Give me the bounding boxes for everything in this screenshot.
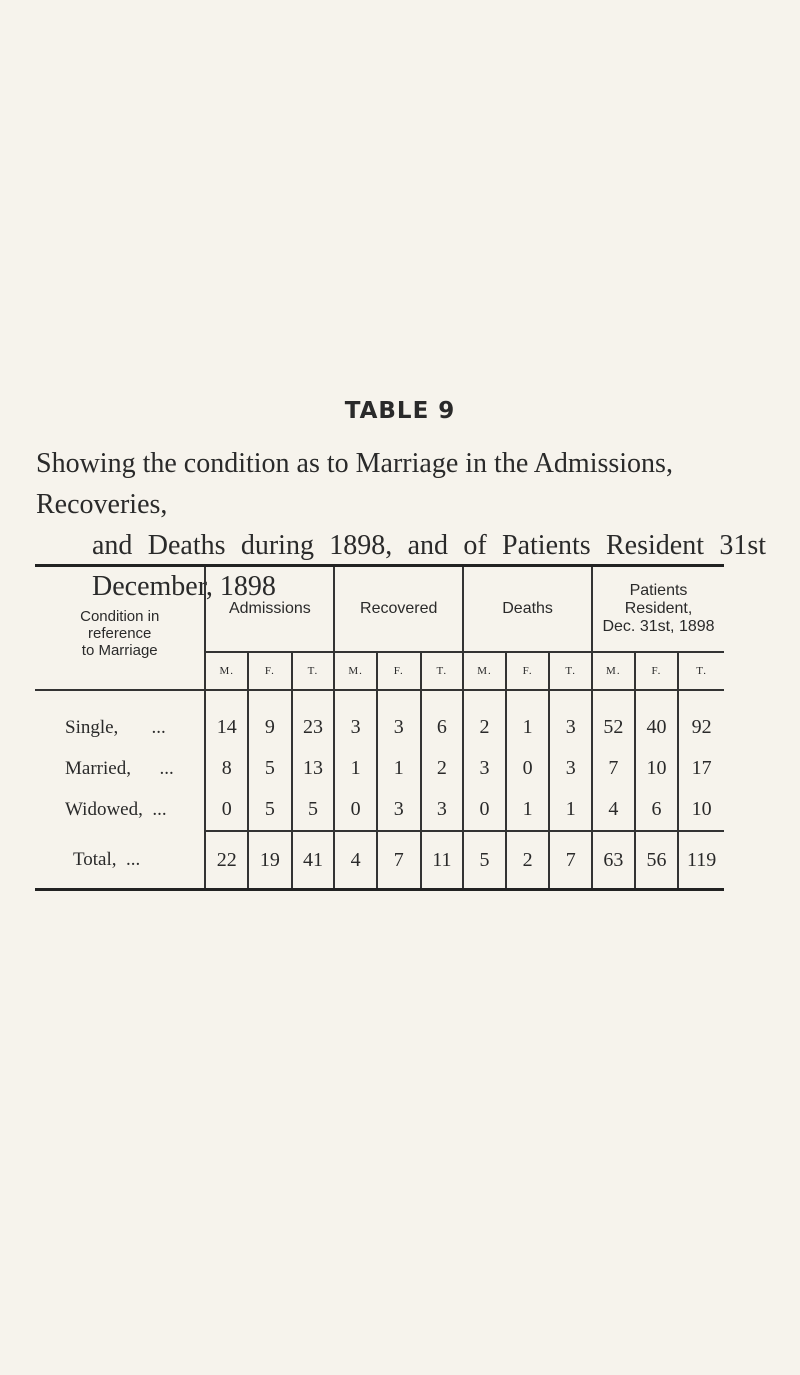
spacer-row (35, 690, 724, 707)
table-cell: 0 (463, 789, 506, 831)
table-cell: 8 (205, 748, 248, 789)
total-cell: 7 (377, 831, 421, 890)
table-cell: 5 (292, 789, 335, 831)
subheader-t: T. (678, 652, 724, 690)
table-cell: 17 (678, 748, 724, 789)
subheader-t: T. (549, 652, 592, 690)
resident-header-line-2: Resident, (624, 600, 693, 617)
table-title: TABLE 9 (344, 398, 456, 424)
table-cell: 2 (463, 707, 506, 748)
table-cell: 14 (205, 707, 248, 748)
table-cell: 7 (592, 748, 635, 789)
corner-header-line-2: reference (88, 624, 152, 642)
table-cell: 40 (635, 707, 679, 748)
table-cell: 4 (592, 789, 635, 831)
total-label: Total, ... (73, 848, 141, 870)
table-cell: 3 (421, 789, 464, 831)
total-cell: 7 (549, 831, 592, 890)
table-cell: 92 (678, 707, 724, 748)
table-cell: 2 (421, 748, 464, 789)
total-cell: 63 (592, 831, 635, 890)
total-cell: 19 (248, 831, 292, 890)
row-label: Widowed, ... (65, 799, 167, 820)
group-header-deaths: Deaths (463, 566, 592, 653)
table-cell: 6 (421, 707, 464, 748)
table-cell: 3 (377, 789, 421, 831)
subheader-m: M. (463, 652, 506, 690)
caption-line-2: and Deaths during 1898, and of Patients Resident 31st (92, 530, 766, 561)
total-cell: 5 (463, 831, 506, 890)
caption-line-3: December, 1898 (92, 571, 276, 602)
resident-header-line-1: Patients (629, 582, 688, 599)
row-label: Married, ... (65, 757, 174, 779)
table-row (35, 789, 724, 831)
total-row (35, 831, 724, 890)
subheader-m: M. (592, 652, 635, 690)
table-cell: 9 (248, 707, 292, 748)
table-cell: 1 (549, 789, 592, 831)
table-cell: 0 (334, 789, 377, 831)
corner-header-line-1: Condition in (80, 607, 160, 625)
total-cell: 41 (292, 831, 335, 890)
table-cell: 3 (334, 707, 377, 748)
subheader-f: F. (635, 652, 679, 690)
table-cell: 10 (678, 789, 724, 831)
subheader-f: F. (506, 652, 550, 690)
table-cell: 0 (506, 748, 550, 789)
row-label: Single, ... (65, 716, 166, 738)
subheader-f: F. (377, 652, 421, 690)
total-cell: 2 (506, 831, 550, 890)
table-cell: 1 (506, 707, 550, 748)
table-cell: 1 (506, 789, 550, 831)
resident-header-line-3: Dec. 31st, 1898 (602, 618, 715, 635)
caption-line-1: Showing the condition as to Marriage in the Admissions, Recoveries, (36, 448, 673, 520)
subheader-t: T. (421, 652, 464, 690)
total-cell: 22 (205, 831, 248, 890)
subheader-f: F. (248, 652, 292, 690)
table-cell: 1 (377, 748, 421, 789)
table-cell: 3 (377, 707, 421, 748)
marriage-condition-table (35, 564, 724, 891)
corner-header-line-3: to Marriage (81, 641, 158, 659)
table-cell: 5 (248, 789, 292, 831)
table-cell: 10 (635, 748, 679, 789)
table-cell: 13 (292, 748, 335, 789)
table-row (35, 707, 724, 748)
table-cell: 0 (205, 789, 248, 831)
subheader-t: T. (292, 652, 335, 690)
corner-header (35, 566, 205, 691)
total-cell: 56 (635, 831, 679, 890)
total-cell: 119 (678, 831, 724, 890)
table-cell: 1 (334, 748, 377, 789)
total-cell: 11 (421, 831, 464, 890)
subheader-m: M. (205, 652, 248, 690)
table-cell: 23 (292, 707, 335, 748)
subheader-m: M. (334, 652, 377, 690)
table-cell: 3 (549, 707, 592, 748)
group-header-admissions: Admissions (205, 566, 334, 653)
table-cell: 3 (549, 748, 592, 789)
table-cell: 3 (463, 748, 506, 789)
table-row (35, 748, 724, 789)
group-header-recovered: Recovered (334, 566, 463, 653)
table-body (35, 707, 724, 831)
group-header-patients-resident (592, 566, 724, 653)
total-cell: 4 (334, 831, 377, 890)
table-cell: 6 (635, 789, 679, 831)
table-cell: 5 (248, 748, 292, 789)
table-cell: 52 (592, 707, 635, 748)
